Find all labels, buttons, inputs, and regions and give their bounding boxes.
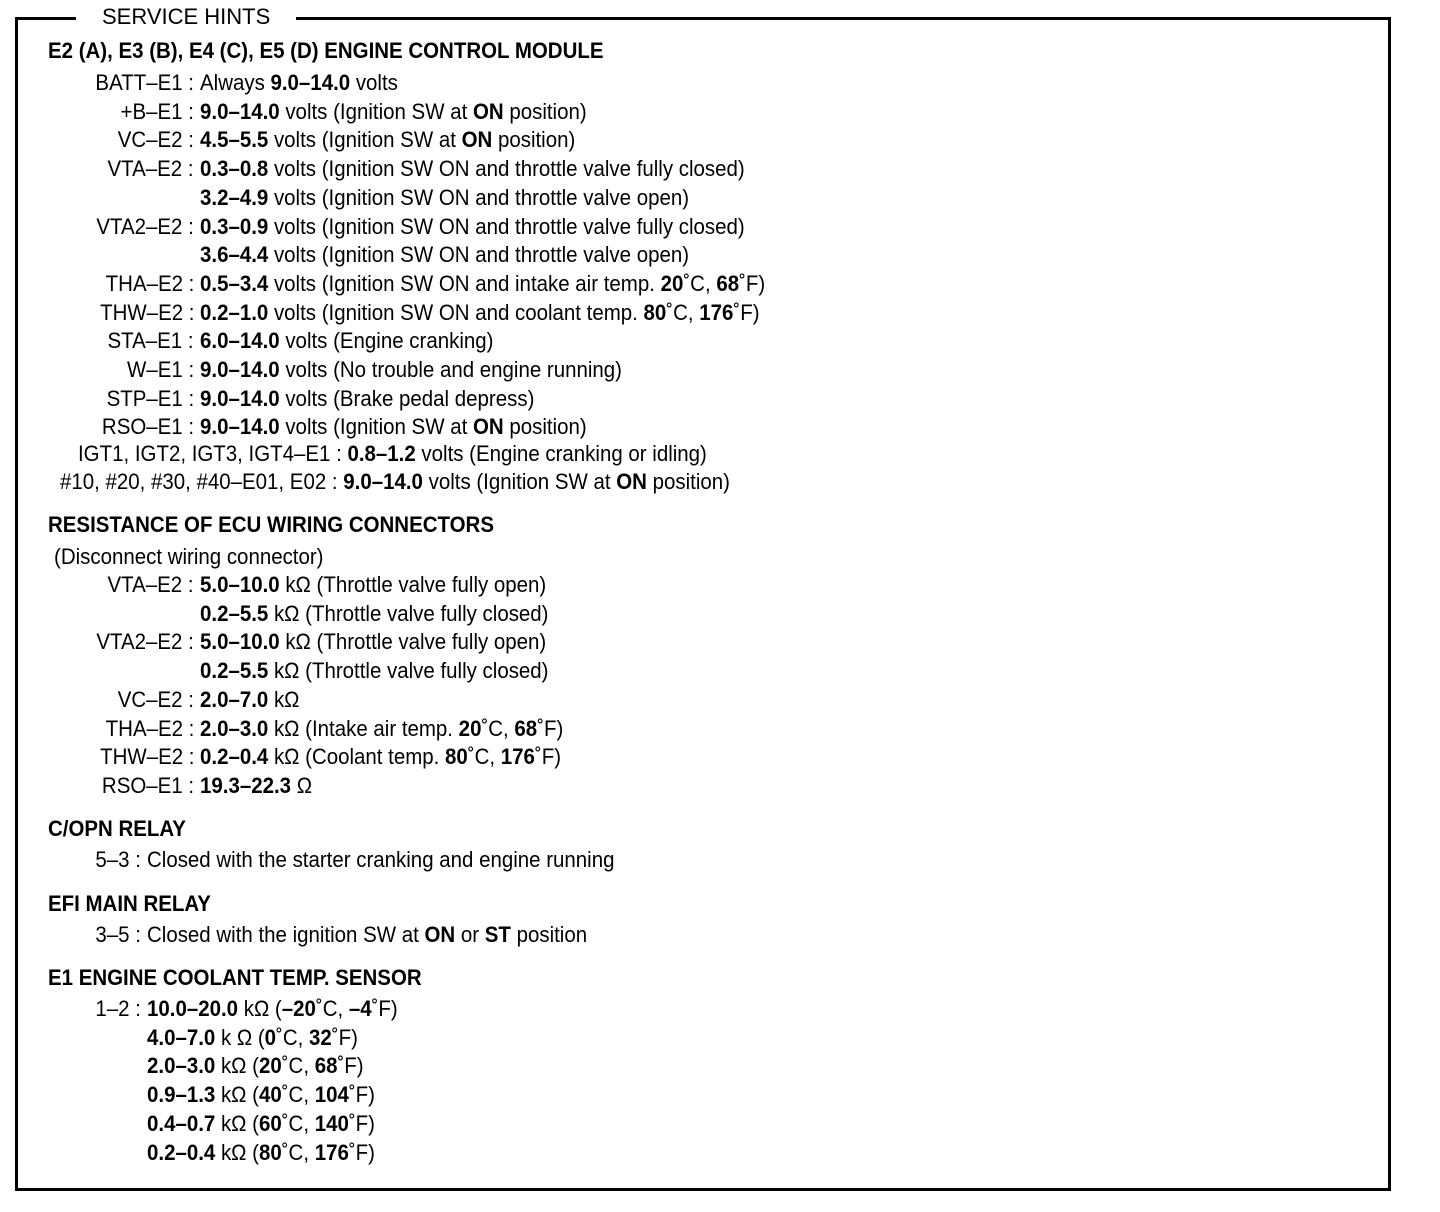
resistance-row-value: 2.0–7.0 kΩ	[200, 686, 300, 712]
copn-heading: C/OPN RELAY	[48, 816, 186, 841]
ecm-heading: E2 (A), E3 (B), E4 (C), E5 (D) ENGINE CONTROL MODULE	[48, 38, 604, 63]
resistance-row-value: 0.2–5.5 kΩ (Throttle valve fully closed)	[200, 658, 549, 684]
efi-heading: EFI MAIN RELAY	[48, 891, 211, 916]
ecm-row-value: 0.3–0.9 volts (Ignition SW ON and throttle valve fully closed)	[200, 213, 745, 239]
resistance-row-value: 0.2–5.5 kΩ (Throttle valve fully closed)	[200, 600, 549, 626]
ecm-row-label: +B–E1 :	[120, 98, 194, 124]
ecm-row-label: THA–E2 :	[105, 270, 194, 296]
ect-row-value: 0.4–0.7 kΩ (60˚C, 140˚F)	[147, 1110, 375, 1136]
resistance-row-value: 5.0–10.0 kΩ (Throttle valve fully open)	[200, 629, 547, 655]
ecm-row-value: 0.2–1.0 volts (Ignition SW ON and coolant temp. 80˚C, 176˚F)	[200, 299, 760, 325]
ecm-row-value: 6.0–14.0 volts (Engine cranking)	[200, 328, 494, 354]
resistance-row-label: THA–E2 :	[105, 715, 194, 741]
efi-row-value: Closed with the ignition SW at ON or ST position	[147, 922, 588, 947]
ecm-row-value: 3.2–4.9 volts (Ignition SW ON and throttle valve open)	[200, 184, 690, 210]
resistance-row-label: THW–E2 :	[99, 744, 194, 770]
ecm-row-label: STP–E1 :	[106, 385, 194, 411]
ecm-row-label: RSO–E1 :	[101, 414, 194, 440]
ecm-long-row: IGT1, IGT2, IGT3, IGT4–E1 : 0.8–1.2 volts (Engine cranking or idling)	[78, 441, 707, 466]
resistance-row-label: VTA–E2 :	[107, 572, 194, 597]
ecm-row-value: Always 9.0–14.0 volts	[200, 70, 398, 95]
resistance-row-label: RSO–E1 :	[101, 772, 194, 798]
ecm-row-label: W–E1 :	[126, 357, 194, 382]
ect-heading: E1 ENGINE COOLANT TEMP. SENSOR	[48, 965, 422, 990]
ect-row-value: 0.9–1.3 kΩ (40˚C, 104˚F)	[147, 1082, 375, 1108]
ecm-row-value: 4.5–5.5 volts (Ignition SW at ON position)	[200, 127, 576, 153]
ect-row-value: 10.0–20.0 kΩ (–20˚C, –4˚F)	[147, 996, 398, 1021]
ecm-row-value: 0.5–3.4 volts (Ignition SW ON and intake air temp. 20˚C, 68˚F)	[200, 270, 766, 296]
resistance-row-value: 5.0–10.0 kΩ (Throttle valve fully open)	[200, 572, 547, 597]
ecm-row-label: STA–E1 :	[107, 328, 194, 354]
ecm-row-value: 9.0–14.0 volts (Brake pedal depress)	[200, 385, 535, 411]
ect-row-label: 1–2 :	[95, 996, 141, 1021]
ecm-row-label: THW–E2 :	[99, 299, 194, 325]
ecm-row-value: 9.0–14.0 volts (No trouble and engine running)	[200, 357, 623, 382]
ecm-row-label: BATT–E1 :	[95, 70, 194, 95]
efi-row-label: 3–5 :	[95, 922, 141, 947]
resistance-row-value: 2.0–3.0 kΩ (Intake air temp. 20˚C, 68˚F)	[200, 715, 564, 741]
ecm-row-label: VTA–E2 :	[107, 156, 194, 182]
copn-row-value: Closed with the starter cranking and engine running	[147, 847, 615, 872]
ecm-row-value: 9.0–14.0 volts (Ignition SW at ON position)	[200, 414, 587, 440]
resistance-note: (Disconnect wiring connector)	[54, 544, 324, 569]
ect-row-value: 2.0–3.0 kΩ (20˚C, 68˚F)	[147, 1053, 364, 1079]
page-title: SERVICE HINTS	[76, 4, 296, 30]
resistance-row-label: VTA2–E2 :	[96, 629, 194, 655]
ecm-row-label: VC–E2 :	[117, 127, 194, 153]
ecm-row-value: 9.0–14.0 volts (Ignition SW at ON position)	[200, 98, 587, 124]
copn-row-label: 5–3 :	[95, 847, 141, 872]
ecm-long-row: #10, #20, #30, #40–E01, E02 : 9.0–14.0 volts (Ignition SW at ON position)	[60, 469, 730, 494]
resistance-row-value: 19.3–22.3 Ω	[200, 772, 313, 798]
resistance-row-label: VC–E2 :	[117, 686, 194, 712]
ecm-row-value: 0.3–0.8 volts (Ignition SW ON and throttle valve fully closed)	[200, 156, 745, 182]
ecm-row-value: 3.6–4.4 volts (Ignition SW ON and throttle valve open)	[200, 242, 690, 268]
resistance-row-value: 0.2–0.4 kΩ (Coolant temp. 80˚C, 176˚F)	[200, 744, 562, 770]
resistance-heading: RESISTANCE OF ECU WIRING CONNECTORS	[48, 512, 494, 537]
ect-row-value: 0.2–0.4 kΩ (80˚C, 176˚F)	[147, 1139, 375, 1165]
ect-row-value: 4.0–7.0 k Ω (0˚C, 32˚F)	[147, 1024, 358, 1050]
ecm-row-label: VTA2–E2 :	[96, 213, 194, 239]
